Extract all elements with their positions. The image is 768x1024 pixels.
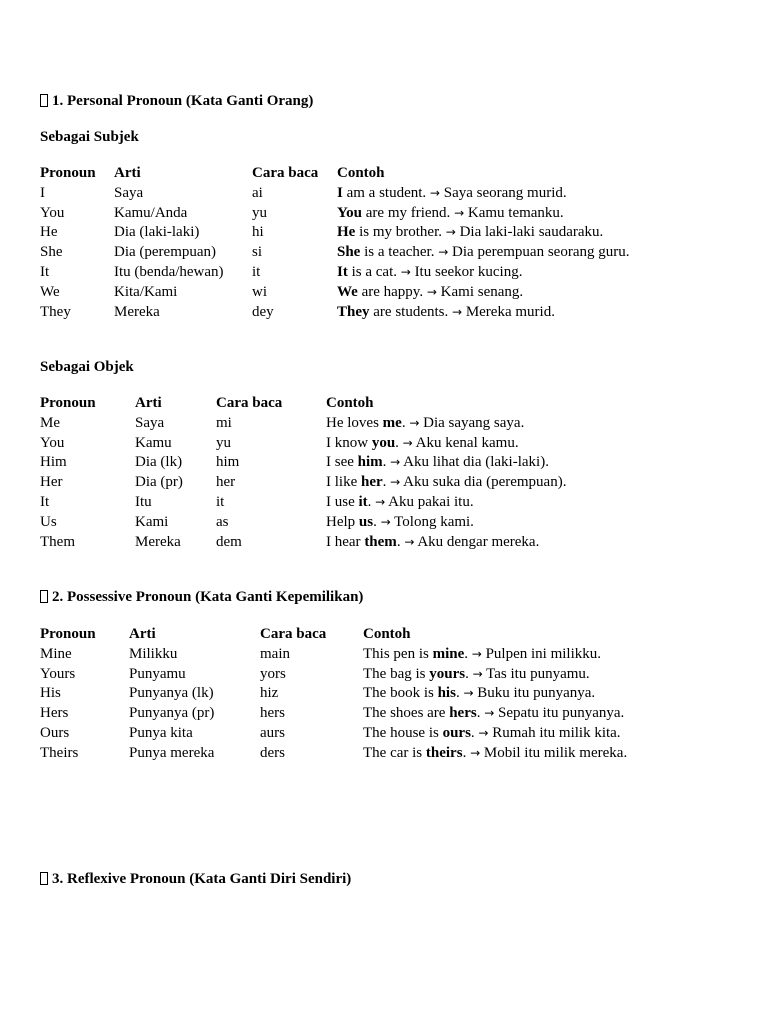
cell-arti: Milikku	[129, 645, 178, 662]
section-1-title: 1. Personal Pronoun (Kata Ganti Orang)	[52, 93, 314, 109]
cell-arti: Punyamu	[129, 665, 186, 682]
table-row	[40, 684, 733, 704]
example-post: is my brother.	[355, 224, 442, 241]
cell-pronoun: Ours	[40, 724, 70, 741]
header-cara-baca: Cara baca	[216, 395, 283, 411]
arrow-right-icon: →	[429, 185, 440, 200]
example-translation: Aku kenal kamu.	[415, 434, 519, 451]
cell-contoh	[363, 704, 733, 724]
table-row	[40, 645, 733, 665]
header-cara-baca: Cara baca	[260, 626, 327, 642]
arrow-right-icon: →	[400, 264, 411, 279]
cell-arti: Kamu	[135, 434, 172, 451]
example-pronoun-bold: theirs	[425, 744, 463, 761]
table-row	[40, 513, 726, 533]
example-pre: This pen is	[363, 645, 433, 662]
cell-arti: Itu	[135, 493, 152, 510]
cell-arti: Dia (perempuan)	[114, 244, 217, 261]
example-pre: I hear	[326, 533, 365, 550]
cell-cara-baca: it	[252, 263, 261, 280]
example-post: is a cat.	[347, 263, 397, 280]
section-2-title: 2. Possessive Pronoun (Kata Ganti Kepemilikan)	[52, 589, 364, 605]
example-pronoun-bold: me	[382, 414, 402, 431]
cell-cara-baca: dem	[216, 533, 242, 550]
header-arti: Arti	[129, 626, 156, 642]
arrow-right-icon: →	[452, 304, 463, 319]
cell-contoh	[337, 184, 737, 204]
cell-cara-baca: hi	[252, 224, 264, 241]
table-row	[40, 434, 726, 454]
cell-pronoun: Me	[40, 414, 60, 431]
cell-arti: Dia (pr)	[135, 474, 183, 491]
table-row	[40, 303, 737, 323]
cell-arti: Punya mereka	[129, 744, 215, 761]
example-pronoun-bold: him	[357, 454, 383, 471]
example-translation: Kamu temanku.	[467, 204, 564, 221]
cell-pronoun: She	[40, 244, 63, 261]
cell-cara-baca: mi	[216, 414, 232, 431]
cell-arti: Kita/Kami	[114, 283, 178, 300]
example-translation: Tas itu punyamu.	[486, 665, 590, 682]
example-pronoun-bold: her	[361, 474, 383, 491]
cell-contoh	[363, 744, 733, 764]
example-pronoun-bold: his	[437, 685, 456, 702]
header-contoh: Contoh	[337, 165, 385, 181]
example-pre: The house is	[363, 724, 443, 741]
cell-contoh	[326, 473, 726, 493]
checkbox-glyph-icon	[40, 590, 48, 603]
cell-cara-baca: wi	[252, 283, 267, 300]
header-arti: Arti	[135, 395, 162, 411]
header-pronoun: Pronoun	[40, 626, 96, 642]
cell-pronoun: Her	[40, 474, 63, 491]
example-translation: Pulpen ini milikku.	[485, 645, 602, 662]
cell-contoh	[326, 434, 726, 454]
header-arti: Arti	[114, 165, 141, 181]
arrow-right-icon: →	[438, 245, 449, 260]
cell-contoh	[337, 223, 737, 243]
section-3-title: 3. Reflexive Pronoun (Kata Ganti Diri Sendiri)	[52, 871, 352, 887]
example-pronoun-bold: He	[337, 224, 356, 241]
cell-arti: Itu (benda/hewan)	[114, 263, 224, 280]
arrow-right-icon: →	[390, 475, 401, 490]
table-header-row	[40, 394, 726, 414]
example-translation: Buku itu punyanya.	[477, 685, 596, 702]
arrow-right-icon: →	[471, 646, 482, 661]
cell-arti: Saya	[114, 184, 144, 201]
cell-arti: Punyanya (lk)	[129, 685, 214, 702]
example-pronoun-bold: us	[358, 513, 374, 530]
section-3-heading	[40, 871, 351, 888]
example-pre: The bag is	[363, 665, 430, 682]
example-pronoun-bold: We	[337, 283, 358, 300]
cell-cara-baca: as	[216, 513, 229, 530]
cell-pronoun: You	[40, 204, 65, 221]
example-post: are students.	[369, 303, 449, 320]
example-pre: I see	[326, 454, 358, 471]
header-contoh: Contoh	[326, 395, 374, 411]
example-translation: Dia laki-laki saudaraku.	[459, 224, 604, 241]
example-translation: Aku dengar mereka.	[417, 533, 540, 550]
table-row	[40, 453, 726, 473]
subject-subheading: Sebagai Subjek	[40, 129, 139, 145]
header-cara-baca: Cara baca	[252, 165, 319, 181]
example-post: am a student.	[342, 184, 427, 201]
example-post: .	[382, 454, 387, 471]
example-post: are my friend.	[362, 204, 451, 221]
example-post: .	[395, 434, 399, 451]
table-row	[40, 493, 726, 513]
cell-contoh	[337, 204, 737, 224]
arrow-right-icon: →	[484, 706, 495, 721]
cell-pronoun: He	[40, 224, 58, 241]
cell-cara-baca: aurs	[260, 724, 285, 741]
example-pronoun-bold: She	[337, 244, 361, 261]
example-pre: The car is	[363, 744, 426, 761]
example-pronoun-bold: you	[371, 434, 396, 451]
table-row	[40, 204, 737, 224]
subject-pronoun-table	[40, 164, 737, 322]
arrow-right-icon: →	[454, 205, 465, 220]
example-pronoun-bold: them	[364, 533, 397, 550]
cell-pronoun: I	[40, 184, 45, 201]
example-pre: The shoes are	[363, 705, 450, 722]
cell-cara-baca: hiz	[260, 685, 279, 702]
example-translation: Tolong kami.	[394, 513, 474, 530]
example-pronoun-bold: it	[358, 493, 368, 510]
cell-cara-baca: ders	[260, 744, 285, 761]
arrow-right-icon: →	[470, 745, 481, 760]
cell-contoh	[337, 263, 737, 283]
example-translation: Sepatu itu punyanya.	[498, 705, 625, 722]
cell-pronoun: Him	[40, 454, 67, 471]
cell-cara-baca: dey	[252, 303, 274, 320]
section-1-heading	[40, 93, 313, 110]
example-post: are happy.	[357, 283, 424, 300]
checkbox-glyph-icon	[40, 872, 48, 885]
example-post: is a teacher.	[360, 244, 435, 261]
cell-cara-baca: main	[260, 645, 290, 662]
example-post: .	[470, 724, 475, 741]
table-row	[40, 263, 737, 283]
cell-contoh	[337, 243, 737, 263]
arrow-right-icon: →	[409, 415, 420, 430]
cell-contoh	[337, 283, 737, 303]
example-pre: I like	[326, 474, 361, 491]
table-row	[40, 533, 726, 553]
cell-pronoun: Mine	[40, 645, 72, 662]
cell-pronoun: His	[40, 685, 61, 702]
arrow-right-icon: →	[472, 666, 483, 681]
example-post: .	[462, 744, 467, 761]
cell-contoh	[326, 414, 726, 434]
example-post: .	[401, 414, 406, 431]
cell-arti: Saya	[135, 414, 165, 431]
cell-contoh	[363, 684, 733, 704]
table-row	[40, 724, 733, 744]
example-post: .	[465, 665, 469, 682]
table-header-row	[40, 164, 737, 184]
cell-arti: Dia (lk)	[135, 454, 183, 471]
cell-arti: Kamu/Anda	[114, 204, 188, 221]
example-pronoun-bold: It	[337, 263, 348, 280]
arrow-right-icon: →	[402, 435, 413, 450]
example-post: .	[367, 493, 372, 510]
table-row	[40, 473, 726, 493]
example-translation: Rumah itu milik kita.	[492, 724, 621, 741]
arrow-right-icon: →	[463, 686, 474, 701]
example-translation: Aku suka dia (perempuan).	[403, 474, 567, 491]
cell-pronoun: Hers	[40, 705, 69, 722]
example-pre: The book is	[363, 685, 438, 702]
object-pronoun-table	[40, 394, 726, 552]
cell-cara-baca: si	[252, 244, 263, 261]
example-pronoun-bold: I	[337, 184, 343, 201]
table-row	[40, 704, 733, 724]
cell-cara-baca: her	[216, 474, 236, 491]
example-pronoun-bold: You	[337, 204, 363, 221]
example-pre: He loves	[326, 414, 383, 431]
example-pronoun-bold: They	[337, 303, 370, 320]
cell-arti: Dia (laki-laki)	[114, 224, 200, 241]
cell-contoh	[326, 533, 726, 553]
example-translation: Mereka murid.	[465, 303, 555, 320]
cell-arti: Mereka	[135, 533, 181, 550]
table-row	[40, 414, 726, 434]
cell-arti: Kami	[135, 513, 169, 530]
cell-pronoun: It	[40, 263, 50, 280]
example-post: .	[455, 685, 460, 702]
cell-arti: Punya kita	[129, 724, 193, 741]
table-row	[40, 665, 733, 685]
cell-pronoun: Yours	[40, 665, 76, 682]
example-post: .	[396, 533, 401, 550]
cell-pronoun: It	[40, 493, 50, 510]
header-contoh: Contoh	[363, 626, 411, 642]
example-translation: Dia sayang saya.	[423, 414, 525, 431]
example-translation: Aku lihat dia (laki-laki).	[403, 454, 549, 471]
arrow-right-icon: →	[380, 514, 391, 529]
checkbox-glyph-icon	[40, 94, 48, 107]
arrow-right-icon: →	[445, 225, 456, 240]
example-pre: Help	[326, 513, 359, 530]
example-translation: Kami senang.	[440, 283, 524, 300]
cell-contoh	[363, 645, 733, 665]
cell-pronoun: Them	[40, 533, 75, 550]
example-pronoun-bold: hers	[449, 705, 477, 722]
header-pronoun: Pronoun	[40, 165, 96, 181]
cell-contoh	[363, 665, 733, 685]
cell-pronoun: Theirs	[40, 744, 79, 761]
cell-contoh	[326, 453, 726, 473]
example-pre: I use	[326, 493, 359, 510]
example-pronoun-bold: mine	[432, 645, 465, 662]
table-row	[40, 243, 737, 263]
cell-cara-baca: hers	[260, 705, 285, 722]
table-row	[40, 283, 737, 303]
object-subheading: Sebagai Objek	[40, 359, 134, 375]
arrow-right-icon: →	[375, 494, 386, 509]
cell-arti: Mereka	[114, 303, 160, 320]
example-post: .	[382, 474, 387, 491]
cell-pronoun: We	[40, 283, 60, 300]
example-post: .	[373, 513, 377, 530]
table-row	[40, 184, 737, 204]
cell-contoh	[337, 303, 737, 323]
cell-cara-baca: yu	[216, 434, 231, 451]
cell-pronoun: You	[40, 434, 65, 451]
cell-cara-baca: it	[216, 493, 225, 510]
cell-contoh	[326, 493, 726, 513]
example-translation: Saya seorang murid.	[443, 184, 567, 201]
cell-cara-baca: him	[216, 454, 240, 471]
cell-contoh	[326, 513, 726, 533]
arrow-right-icon: →	[478, 725, 489, 740]
table-header-row	[40, 625, 733, 645]
example-pronoun-bold: ours	[442, 724, 471, 741]
example-translation: Aku pakai itu.	[388, 493, 474, 510]
cell-cara-baca: yors	[260, 665, 286, 682]
arrow-right-icon: →	[390, 455, 401, 470]
arrow-right-icon: →	[426, 284, 437, 299]
cell-arti: Punyanya (pr)	[129, 705, 215, 722]
example-translation: Dia perempuan seorang guru.	[452, 244, 630, 261]
header-pronoun: Pronoun	[40, 395, 96, 411]
cell-contoh	[363, 724, 733, 744]
section-2-heading	[40, 589, 363, 606]
example-pronoun-bold: yours	[429, 665, 466, 682]
example-pre: I know	[326, 434, 372, 451]
example-translation: Itu seekor kucing.	[414, 263, 523, 280]
possessive-pronoun-table	[40, 625, 733, 764]
cell-cara-baca: yu	[252, 204, 267, 221]
cell-pronoun: They	[40, 303, 71, 320]
cell-cara-baca: ai	[252, 184, 263, 201]
example-post: .	[464, 645, 469, 662]
table-row	[40, 223, 737, 243]
example-post: .	[476, 705, 481, 722]
cell-pronoun: Us	[40, 513, 57, 530]
table-row	[40, 744, 733, 764]
arrow-right-icon: →	[404, 534, 415, 549]
example-translation: Mobil itu milik mereka.	[483, 744, 628, 761]
